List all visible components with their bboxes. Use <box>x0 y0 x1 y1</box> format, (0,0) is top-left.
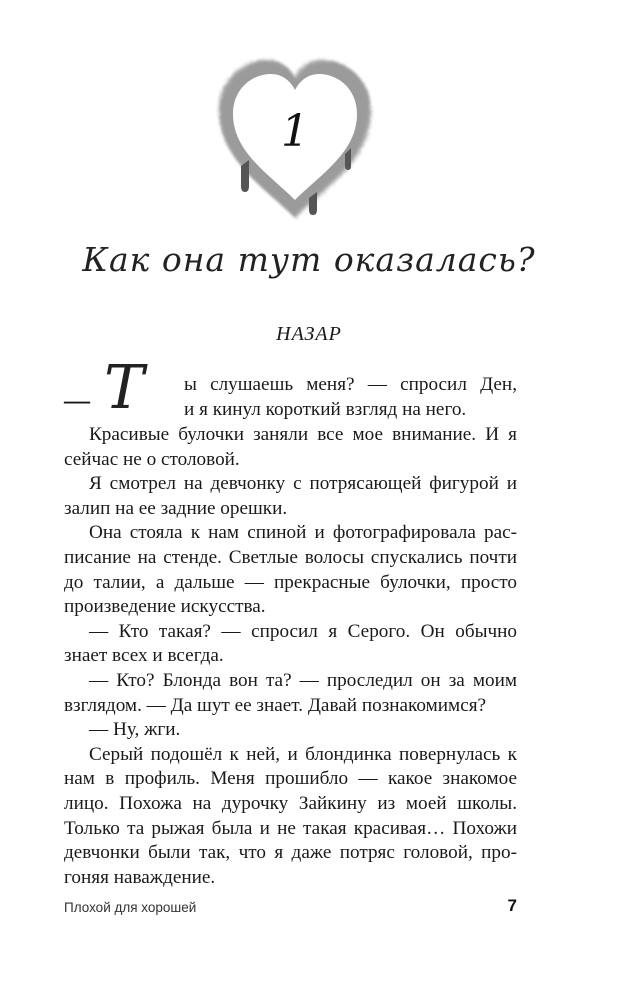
drop-cap: Т <box>104 353 145 423</box>
chapter-heart-emblem <box>205 48 385 228</box>
paragraph: — Кто? Блонда вон та? — проследил он за моим взглядом. — Да шут ее знает. Давай познакомимся? <box>64 669 517 716</box>
paragraph: Серый подошёл к ней, и блондинка повернулась к нам в профиль. Меня прошибло — какое знакомое лицо. Похожа на дурочку Зайкину из моей школы. Только та рыжая была и не такая красивая… Похожи девчонки были так, что я даже потряс головой, прогоняя наваждение. <box>64 743 517 888</box>
paragraph: Она стояла к нам спиной и фотографировала расписание на стенде. Светлые волосы спускались почти до талии, а дальше — прекрасные булочки, просто произведение искусства. <box>64 522 517 618</box>
opening-line-2: и я кинул короткий взгляд на него. <box>184 398 467 420</box>
chapter-number: 1 <box>281 106 309 157</box>
opening-lines <box>184 373 517 422</box>
paragraph: Я смотрел на девчонку с потрясающей фигурой и залип на ее задние орешки. <box>64 473 517 519</box>
paragraph: — Кто такая? — спросил я Серого. Он обычно знает всех и всегда. <box>64 620 517 667</box>
running-footer-title: Плохой для хорошей <box>64 900 197 915</box>
page-number: 7 <box>507 896 517 915</box>
chapter-title: Как она тут оказалась? <box>82 240 536 279</box>
chapter-body <box>64 423 517 890</box>
narrator-heading: НАЗАР <box>276 323 342 345</box>
paragraph: Красивые булочки заняли все мое внимание. И я сейчас не о столовой. <box>64 424 517 470</box>
opening-dash: — <box>64 386 90 415</box>
opening-line-1: ы слушаешь меня? — спросил Ден, <box>184 374 517 395</box>
paragraph: — Ну, жги. <box>89 719 181 741</box>
